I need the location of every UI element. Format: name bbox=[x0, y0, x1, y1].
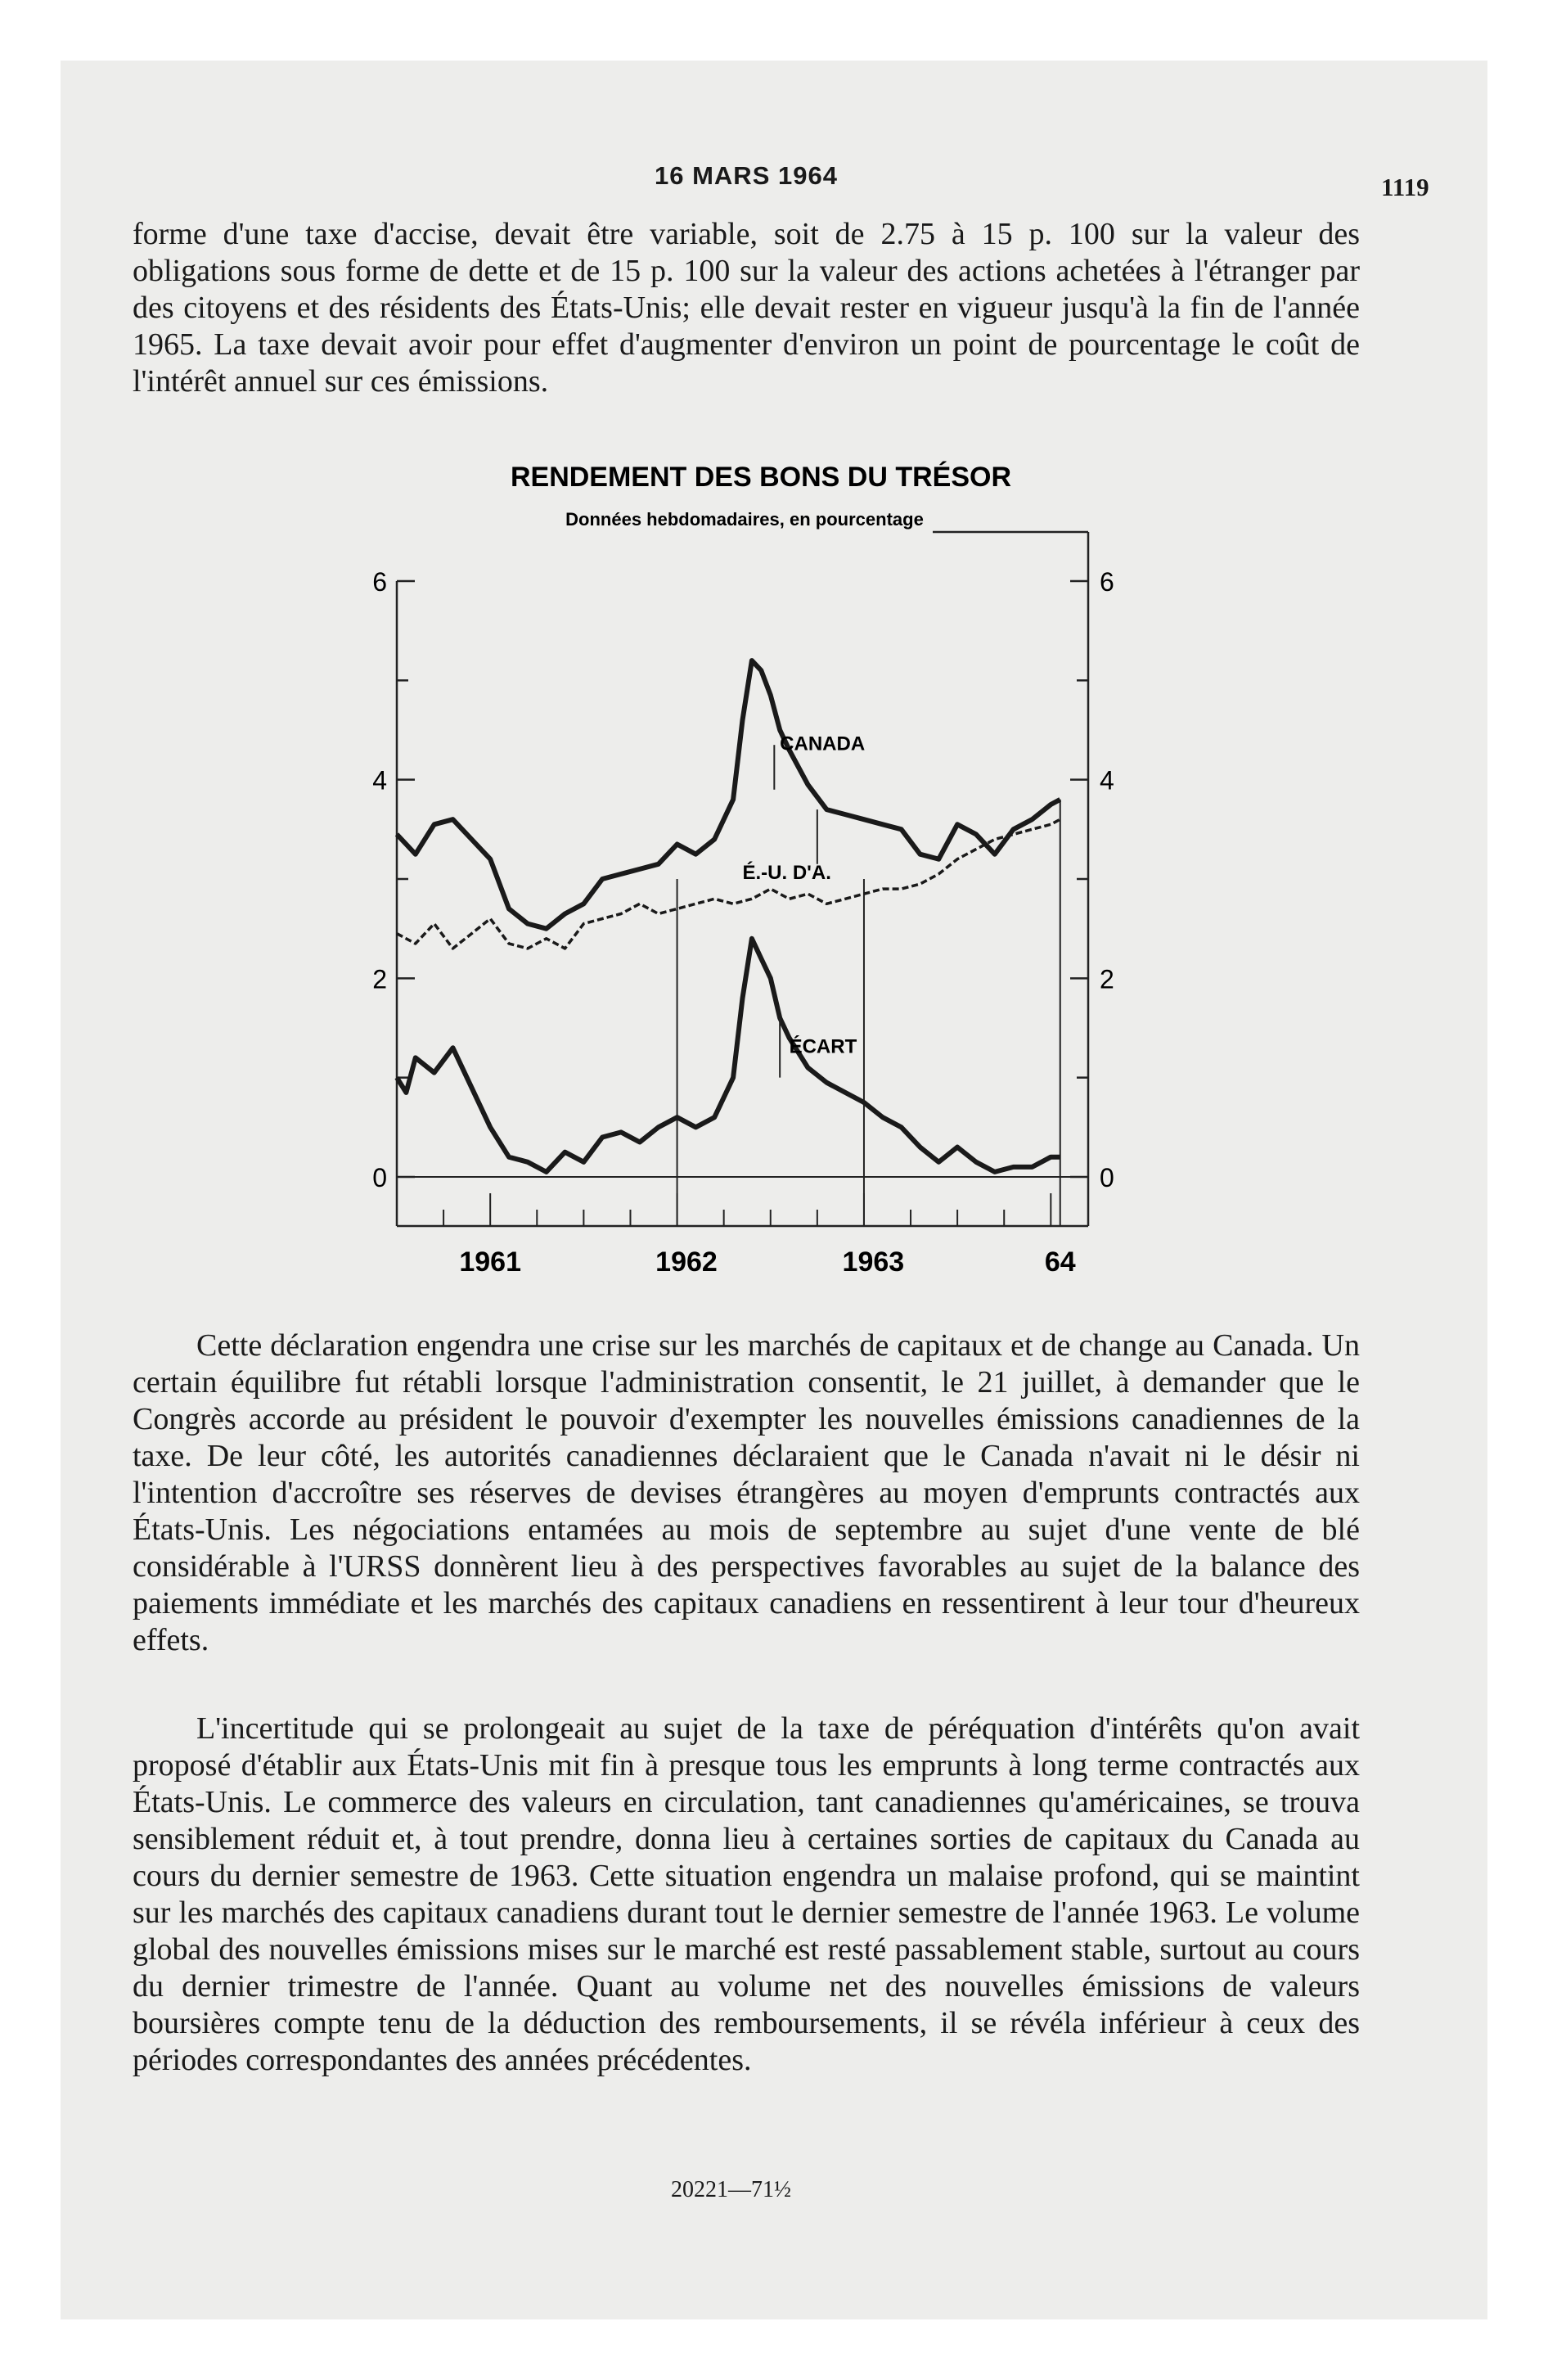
y-tick-label-left: 4 bbox=[372, 765, 387, 796]
footer-code: 20221—71½ bbox=[671, 2177, 791, 2202]
y-tick-label-right: 2 bbox=[1100, 964, 1114, 994]
chart-labels-group bbox=[743, 732, 866, 1077]
y-tick-label-left: 6 bbox=[372, 567, 387, 597]
y-tick-label-right: 6 bbox=[1100, 567, 1114, 597]
chart-series-group bbox=[397, 660, 1060, 1172]
x-tick-label: 1963 bbox=[842, 1246, 905, 1278]
x-tick-label: 1961 bbox=[459, 1246, 522, 1278]
chart-subtitle: Données hebdomadaires, en pourcentage bbox=[565, 509, 924, 530]
paragraph-uncertainty: L'incertitude qui se prolongeait au sujet de la taxe de péréquation d'intérêts qu'on avait proposé d'établir aux États-Unis mit fin à presque tous les emprunts à long terme contractés aux États-Unis. Le commerce des valeurs en circulation, tant canadiennes qu'américaines, se trouva sensiblement réduit et, à tout prendre, donna lieu à certaines sorties de capitaux du Canada au cours du dernier semestre de 1963. Cette situation engendra un malaise profond, qui se maintint sur les marchés des capitaux canadiens durant tout le dernier semestre de l'année 1963. Le volume global des nouvelles émissions mises sur le marché est resté passablement stable, surtout au cours du dernier trimestre de l'année. Quant au volume net des nouvelles émissions de valeurs boursières compte tenu de la déduction des remboursements, il se révéla inférieur à ceux des périodes correspondantes des années précédentes. bbox=[133, 1711, 1360, 2077]
y-tick-label-right: 0 bbox=[1100, 1163, 1114, 1192]
chart-axes bbox=[372, 532, 1114, 1278]
chart-title: RENDEMENT DES BONS DU TRÉSOR bbox=[510, 462, 1012, 493]
y-tick-label-left: 2 bbox=[372, 964, 387, 994]
paragraph-crisis: Cette déclaration engendra une crise sur les marchés de capitaux et de change au Canada. Un certain équilibre fut rétabli lorsque l'administration consentit, le 21 juillet, à demander que le Congrès accorde au président le pouvoir d'exempter les nouvelles émissions canadiennes de la taxe. De leur côté, les autorités canadiennes déclaraient que le Canada n'avait ni le désir ni l'intention d'accroître ses réserves de devises étrangères au moyen d'emprunts contractés aux États-Unis. Les négociations entamées au mois de septembre au sujet d'une vente de blé considérable à l'URSS donnèrent lieu à des perspectives favorables au sujet de la balance des paiements immédiate et les marchés des capitaux canadiens en ressentirent à leur tour d'heureux effets. bbox=[133, 1328, 1360, 1657]
series-line-spread bbox=[397, 939, 1060, 1172]
series-line-canada bbox=[397, 660, 1060, 929]
page-number: 1119 bbox=[1381, 173, 1429, 201]
x-tick-label: 1962 bbox=[655, 1246, 718, 1278]
y-tick-label-right: 4 bbox=[1100, 765, 1114, 796]
x-tick-label: 64 bbox=[1044, 1246, 1076, 1278]
chart-svg bbox=[360, 458, 1162, 1293]
page-header-date: 16 MARS 1964 bbox=[655, 161, 838, 190]
series-label-usa: É.-U. D'A. bbox=[742, 862, 831, 884]
series-line-usa bbox=[397, 819, 1060, 949]
treasury-bill-chart bbox=[360, 458, 1162, 1293]
y-tick-label-left: 0 bbox=[372, 1163, 387, 1192]
series-label-canada: CANADA bbox=[780, 732, 866, 755]
paragraph-intro: forme d'une taxe d'accise, devait être variable, soit de 2.75 à 15 p. 100 sur la valeur des obligations sous forme de dette et de 15 p. 100 sur la valeur des actions achetées à l'étranger par des citoyens et des résidents des États-Unis; elle devait rester en vigueur jusqu'à la fin de l'année 1965. La taxe devait avoir pour effet d'augmenter d'environ un point de pourcentage le coût de l'intérêt annuel sur ces émissions. bbox=[133, 217, 1360, 399]
series-label-spread: ÉCART bbox=[789, 1035, 857, 1058]
